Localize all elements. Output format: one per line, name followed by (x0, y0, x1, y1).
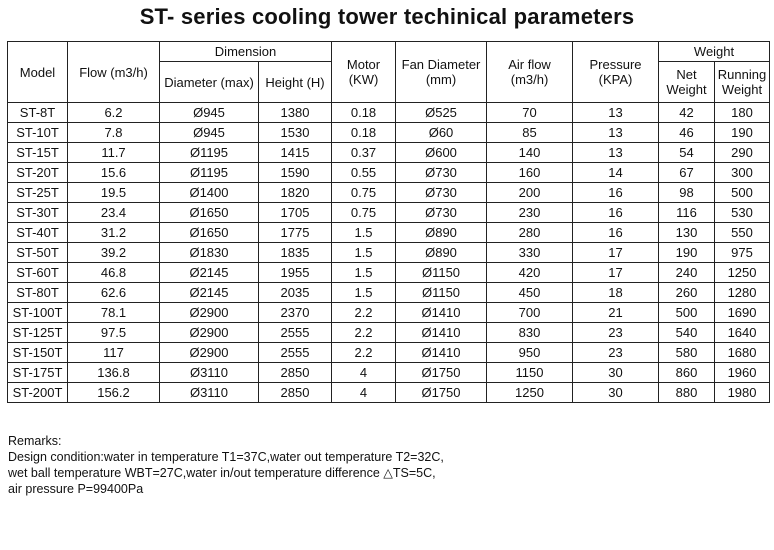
cell-flow: 156.2 (68, 383, 160, 403)
header-dimension: Dimension (160, 42, 332, 62)
cell-motor: 0.18 (332, 103, 396, 123)
table-body (8, 103, 770, 403)
cell-pressure: 23 (573, 343, 659, 363)
header-air-flow (487, 42, 573, 103)
cell-fan-diameter: Ø1750 (396, 363, 487, 383)
cell-air-flow: 1150 (487, 363, 573, 383)
cell-diameter: Ø1400 (160, 183, 259, 203)
cell-pressure: 13 (573, 123, 659, 143)
cell-height: 1590 (259, 163, 332, 183)
cell-flow: 136.8 (68, 363, 160, 383)
cell-fan-diameter: Ø890 (396, 223, 487, 243)
table-row (8, 303, 770, 323)
cell-height: 1380 (259, 103, 332, 123)
cell-running-weight: 1980 (715, 383, 770, 403)
cell-diameter: Ø2145 (160, 263, 259, 283)
cell-net-weight: 42 (659, 103, 715, 123)
cell-diameter: Ø3110 (160, 383, 259, 403)
page-title: ST- series cooling tower techinical parameters (139, 4, 635, 29)
cell-air-flow: 950 (487, 343, 573, 363)
cell-motor: 0.55 (332, 163, 396, 183)
cell-height: 2555 (259, 343, 332, 363)
cell-fan-diameter: Ø60 (396, 123, 487, 143)
cell-pressure: 13 (573, 103, 659, 123)
cell-motor: 1.5 (332, 283, 396, 303)
cell-motor: 2.2 (332, 303, 396, 323)
cell-diameter: Ø1195 (160, 143, 259, 163)
cell-pressure: 23 (573, 323, 659, 343)
table-row (8, 363, 770, 383)
cell-diameter: Ø2900 (160, 323, 259, 343)
cell-net-weight: 116 (659, 203, 715, 223)
cell-pressure: 17 (573, 263, 659, 283)
cell-fan-diameter: Ø1410 (396, 323, 487, 343)
cell-motor: 0.75 (332, 183, 396, 203)
cell-pressure: 30 (573, 383, 659, 403)
cell-diameter: Ø2145 (160, 283, 259, 303)
cell-motor: 2.2 (332, 323, 396, 343)
header-weight: Weight (659, 42, 770, 62)
cell-height: 2555 (259, 323, 332, 343)
cell-running-weight: 1250 (715, 263, 770, 283)
cell-running-weight: 500 (715, 183, 770, 203)
cell-height: 1820 (259, 183, 332, 203)
cell-motor: 0.18 (332, 123, 396, 143)
cell-flow: 31.2 (68, 223, 160, 243)
remarks-heading: Remarks: (8, 434, 62, 448)
header-fan-line2: (mm) (425, 72, 457, 87)
cell-air-flow: 450 (487, 283, 573, 303)
cell-fan-diameter: Ø730 (396, 163, 487, 183)
cell-running-weight: 530 (715, 203, 770, 223)
cell-flow: 97.5 (68, 323, 160, 343)
cell-model: ST-10T (8, 123, 68, 143)
cell-pressure: 16 (573, 183, 659, 203)
cell-air-flow: 830 (487, 323, 573, 343)
cell-model: ST-20T (8, 163, 68, 183)
table-row (8, 163, 770, 183)
cell-flow: 23.4 (68, 203, 160, 223)
table-row (8, 143, 770, 163)
cell-model: ST-150T (8, 343, 68, 363)
cell-diameter: Ø2900 (160, 303, 259, 323)
cell-net-weight: 540 (659, 323, 715, 343)
header-motor-line2: (KW) (348, 72, 379, 87)
cell-model: ST-125T (8, 323, 68, 343)
header-pressure-line1: Pressure (589, 57, 642, 72)
cell-model: ST-15T (8, 143, 68, 163)
cell-air-flow: 200 (487, 183, 573, 203)
cell-flow: 15.6 (68, 163, 160, 183)
table-row (8, 223, 770, 243)
cell-flow: 62.6 (68, 283, 160, 303)
cell-net-weight: 46 (659, 123, 715, 143)
cell-flow: 78.1 (68, 303, 160, 323)
remarks-line: air pressure P=99400Pa (8, 482, 144, 496)
header-fan-line1: Fan Diameter (401, 57, 481, 72)
cell-running-weight: 300 (715, 163, 770, 183)
cell-pressure: 14 (573, 163, 659, 183)
cell-running-weight: 180 (715, 103, 770, 123)
cell-model: ST-175T (8, 363, 68, 383)
cell-diameter: Ø2900 (160, 343, 259, 363)
cell-flow: 39.2 (68, 243, 160, 263)
cell-diameter: Ø945 (160, 123, 259, 143)
cell-fan-diameter: Ø525 (396, 103, 487, 123)
cell-net-weight: 580 (659, 343, 715, 363)
cell-net-weight: 98 (659, 183, 715, 203)
header-net-line2: Weight (666, 82, 707, 97)
cell-fan-diameter: Ø600 (396, 143, 487, 163)
cell-air-flow: 140 (487, 143, 573, 163)
header-pressure (573, 42, 659, 103)
cell-height: 1955 (259, 263, 332, 283)
cell-motor: 4 (332, 383, 396, 403)
cell-air-flow: 160 (487, 163, 573, 183)
header-running-line2: Weight (721, 82, 763, 97)
table-row (8, 343, 770, 363)
cell-model: ST-100T (8, 303, 68, 323)
cell-net-weight: 500 (659, 303, 715, 323)
table-row (8, 103, 770, 123)
cell-air-flow: 1250 (487, 383, 573, 403)
cell-fan-diameter: Ø730 (396, 183, 487, 203)
cell-height: 2850 (259, 363, 332, 383)
cell-fan-diameter: Ø890 (396, 243, 487, 263)
cell-motor: 1.5 (332, 223, 396, 243)
cell-pressure: 30 (573, 363, 659, 383)
cell-motor: 4 (332, 363, 396, 383)
cell-model: ST-50T (8, 243, 68, 263)
cell-fan-diameter: Ø730 (396, 203, 487, 223)
cell-diameter: Ø1195 (160, 163, 259, 183)
cell-net-weight: 240 (659, 263, 715, 283)
table-row (8, 283, 770, 303)
header-airflow-line1: Air flow (508, 57, 551, 72)
remarks-line: Design condition:water in temperature T1=37C,water out temperature T2=32C, (8, 450, 444, 464)
cell-diameter: Ø945 (160, 103, 259, 123)
cell-fan-diameter: Ø1410 (396, 303, 487, 323)
cell-motor: 1.5 (332, 243, 396, 263)
cell-flow: 117 (68, 343, 160, 363)
cell-motor: 0.37 (332, 143, 396, 163)
cell-flow: 11.7 (68, 143, 160, 163)
header-net-line1: Net (676, 67, 697, 82)
cell-running-weight: 550 (715, 223, 770, 243)
header-net-weight (659, 62, 715, 103)
cell-model: ST-25T (8, 183, 68, 203)
cell-height: 1705 (259, 203, 332, 223)
cell-flow: 19.5 (68, 183, 160, 203)
table-row (8, 203, 770, 223)
cell-running-weight: 1680 (715, 343, 770, 363)
cell-pressure: 18 (573, 283, 659, 303)
header-airflow-line2: (m3/h) (510, 72, 549, 87)
cell-model: ST-200T (8, 383, 68, 403)
header-height: Height (H) (259, 62, 332, 103)
table-row (8, 123, 770, 143)
header-diameter: Diameter (max) (160, 62, 259, 103)
cell-net-weight: 190 (659, 243, 715, 263)
cell-pressure: 21 (573, 303, 659, 323)
cell-height: 1530 (259, 123, 332, 143)
cell-running-weight: 1280 (715, 283, 770, 303)
cell-air-flow: 330 (487, 243, 573, 263)
cell-air-flow: 420 (487, 263, 573, 283)
parameters-table (7, 41, 770, 403)
cell-diameter: Ø1650 (160, 203, 259, 223)
remarks (8, 433, 444, 497)
cell-pressure: 16 (573, 203, 659, 223)
cell-height: 1775 (259, 223, 332, 243)
cell-running-weight: 975 (715, 243, 770, 263)
cell-model: ST-60T (8, 263, 68, 283)
cell-fan-diameter: Ø1150 (396, 263, 487, 283)
cell-model: ST-30T (8, 203, 68, 223)
cell-model: ST-8T (8, 103, 68, 123)
cell-net-weight: 880 (659, 383, 715, 403)
cell-flow: 7.8 (68, 123, 160, 143)
cell-air-flow: 280 (487, 223, 573, 243)
cell-net-weight: 54 (659, 143, 715, 163)
cell-net-weight: 260 (659, 283, 715, 303)
cell-height: 2035 (259, 283, 332, 303)
cell-net-weight: 860 (659, 363, 715, 383)
header-fan-diameter (396, 42, 487, 103)
table-row (8, 183, 770, 203)
cell-height: 1415 (259, 143, 332, 163)
table-row (8, 243, 770, 263)
table-row (8, 323, 770, 343)
cell-net-weight: 67 (659, 163, 715, 183)
table-row (8, 263, 770, 283)
cell-flow: 6.2 (68, 103, 160, 123)
header-model: Model (8, 42, 68, 103)
cell-diameter: Ø1830 (160, 243, 259, 263)
cell-running-weight: 190 (715, 123, 770, 143)
header-running-line1: Running (717, 67, 767, 82)
cell-fan-diameter: Ø1750 (396, 383, 487, 403)
cell-height: 1835 (259, 243, 332, 263)
cell-motor: 2.2 (332, 343, 396, 363)
cell-motor: 0.75 (332, 203, 396, 223)
cell-running-weight: 290 (715, 143, 770, 163)
cell-motor: 1.5 (332, 263, 396, 283)
cell-diameter: Ø1650 (160, 223, 259, 243)
cell-diameter: Ø3110 (160, 363, 259, 383)
table-row (8, 383, 770, 403)
cell-running-weight: 1690 (715, 303, 770, 323)
cell-air-flow: 230 (487, 203, 573, 223)
cell-running-weight: 1960 (715, 363, 770, 383)
header-running-weight (715, 62, 770, 103)
cell-pressure: 16 (573, 223, 659, 243)
cell-model: ST-40T (8, 223, 68, 243)
cell-height: 2850 (259, 383, 332, 403)
cell-air-flow: 70 (487, 103, 573, 123)
cell-fan-diameter: Ø1150 (396, 283, 487, 303)
cell-model: ST-80T (8, 283, 68, 303)
remarks-line: wet ball temperature WBT=27C,water in/out temperature difference △TS=5C, (8, 466, 436, 480)
cell-height: 2370 (259, 303, 332, 323)
cell-air-flow: 85 (487, 123, 573, 143)
cell-pressure: 13 (573, 143, 659, 163)
cell-air-flow: 700 (487, 303, 573, 323)
cell-pressure: 17 (573, 243, 659, 263)
header-motor (332, 42, 396, 103)
header-flow: Flow (m3/h) (68, 42, 160, 103)
cell-net-weight: 130 (659, 223, 715, 243)
header-pressure-line2: (KPA) (598, 72, 633, 87)
header-motor-line1: Motor (346, 57, 381, 72)
cell-flow: 46.8 (68, 263, 160, 283)
cell-fan-diameter: Ø1410 (396, 343, 487, 363)
cell-running-weight: 1640 (715, 323, 770, 343)
